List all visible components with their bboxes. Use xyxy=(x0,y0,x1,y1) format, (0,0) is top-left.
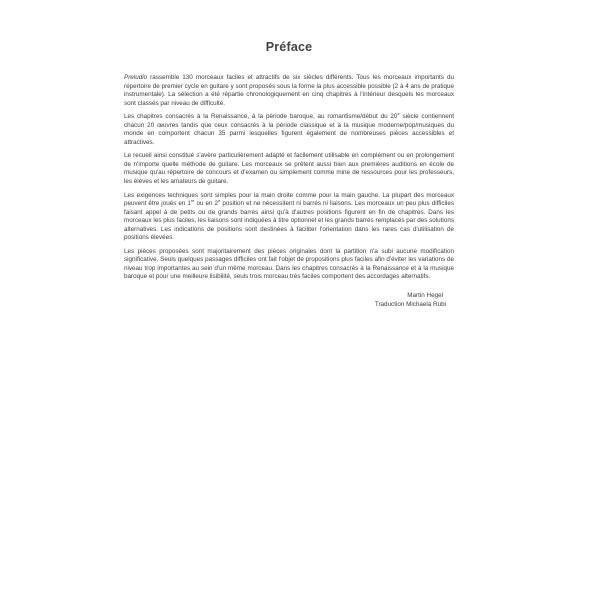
paragraph-chapters xyxy=(124,113,454,147)
paragraph-pieces xyxy=(124,248,454,282)
paragraph-usage xyxy=(124,152,454,186)
preface-page xyxy=(124,40,454,309)
paragraph-chapters-text-a: Les chapitres consacrés à la Renaissance, à la période baroque, au romantisme/début du 20 xyxy=(124,113,398,121)
superscript-e: e xyxy=(397,111,400,117)
signature-block xyxy=(124,292,454,309)
paragraph-technique-text-a: Les exigences techniques sont simples pour la main droite comme pour la main gauche. La plupart des morceaux peuvent être joués en 1 xyxy=(124,191,454,208)
translator-credit: Traduction Michaela Rubi xyxy=(374,300,446,308)
paragraph-usage-text: Le recueil ainsi constitué s'avère particulièrement adapté et facilement utilisable en complément ou en prolongement de n'importe quelle méthode de guitare. Les morceaux se prêtent aussi bien aux premières auditions en école de musique qu'au répertoire de concours et d'examen ou simplement comme mine de ressources pour les professeurs, les élèves et les amateurs de guitare. xyxy=(124,152,454,186)
paragraph-chapters-text-b: siècle contiennent chacun 20 œuvres tandis que ceux consacrés à la période classique et à la musique moderne/pop/musiques du monde en comportent chacun 35 parmi lesquelles figurent également de nombreuses pièces accessibles et attractives. xyxy=(124,113,454,146)
page-title: Préface xyxy=(265,40,313,54)
book-title-italic: Preludio xyxy=(124,74,148,81)
paragraph-pieces-text: Les pièces proposées sont majoritairement des pièces originales dont la partition n'a subi aucune modification significative. Seuls quelques passages difficiles ont fait l'objet de propositions plus faciles afin d'éviter les variations de niveau trop importantes au sein d'un même morceau. Dans les chapitres consacrés à la Renaissance et à la musique baroque et pour une meilleure lisibilité, seuls trois morceau très faciles comportent des accordages alternatifs. xyxy=(124,247,454,281)
paragraph-technique-text-c: position et ne nécessitent ni barrés ni liaisons. Les morceaux un peu plus difficiles faisant appel à de petits ou de grands barrés ainsi qu'à d'autres positions figurent en fin de chapitres. Dans les morceaux les plus faciles, les liaisons sont indiquées à titre optionnel et les grands barrés remplacés par des solutions alternatives. Les indications de positions sont destinées à faciliter l'orientation dans les rares cas d'utilisation de positions élevées. xyxy=(124,200,454,242)
paragraph-technique xyxy=(124,192,454,243)
paragraph-technique-text-b: ou en 2 xyxy=(194,200,219,208)
paragraph-intro xyxy=(124,74,454,108)
superscript-re: re xyxy=(190,198,195,204)
author-name: Martin Hegel xyxy=(407,292,443,300)
superscript-e2: e xyxy=(218,198,221,204)
paragraph-intro-text: rassemble 130 morceaux faciles et attractifs de six siècles différents. Tous les morceaux importants du répertoire de premier cycle en guitare y sont proposés sous la forme la plus accessible possible (2 à 4 ans de pratique instrumentale). La sélection a été répartie chronologiquement en cinq chapitres à l'intérieur desquels les morceaux sont classés par niveau de difficulté. xyxy=(124,74,454,107)
